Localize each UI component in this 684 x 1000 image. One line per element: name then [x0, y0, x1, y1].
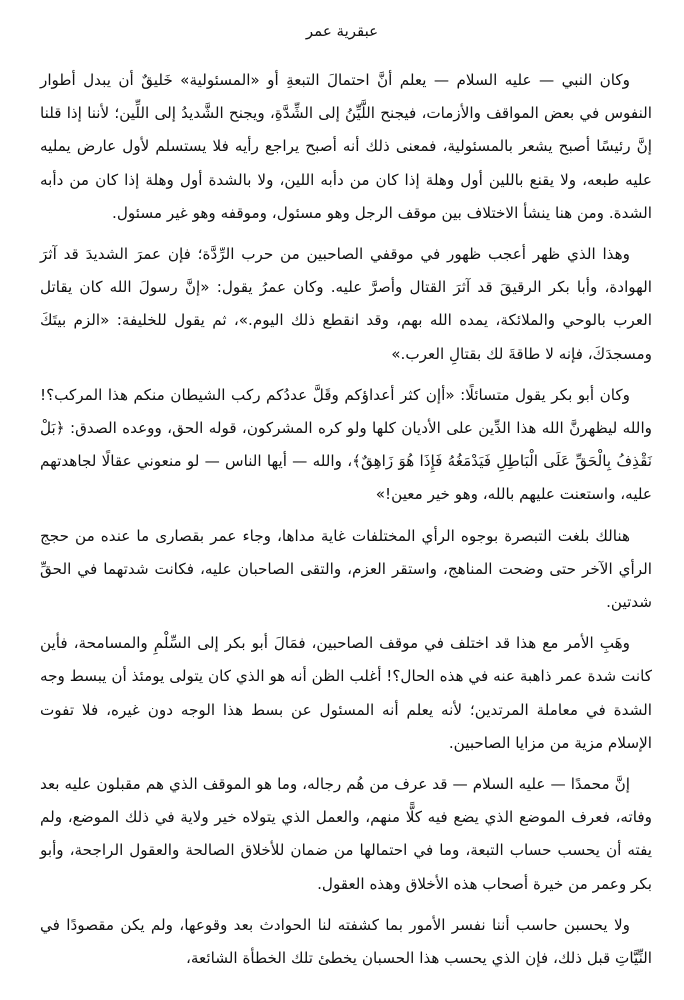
paragraph-7: ولا يحسبن حاسب أننا نفسر الأمور بما كشفته لنا الحوادث بعد وقوعها، ولم يكن مقصودًا في النِّيَّاتِ قبل ذلك، فإن الذي يحسب هذا الحسبان يخطئ تلك الخطأة الشائعة،: [40, 915, 652, 968]
paragraph-3: وكان أبو بكر يقول متسائلًا: «أإن كثر أعداؤكم وقَلَّ عددُكم ركب الشيطان منكم هذا المركب؟! والله ليظهرنَّ الله هذا الدِّين على الأديان كلها ولو كره المشركون، قوله الحق، ووعده الصدق: ﴿بَلْ نَقْذِفُ بِالْحَقِّ عَلَى الْبَاطِلِ فَيَدْمَغُهُ فَإِذَا هُوَ زَاهِقٌ﴾، والله — أيها الناس — لو منعوني عقالًا لجاهدتهم عليه، واستعنت عليهم بالله، وهو خير معين!»: [40, 385, 652, 504]
paragraph-1: وكان النبي — عليه السلام — يعلم أنَّ احتمالَ التبعةِ أو «المسئولية» خَليقٌ أن يبدل أطوار النفوس في بعض المواقف والأزمات، فيجنح اللَّيِّنُ إلى الشِّدَّةِ، ويجنح الشَّديدُ إلى اللِّين؛ لأننا إذا قلنا إنَّ رئيسًا أصبح يشعر بالمسئولية، فمعنى ذلك أنه أصبح يراجع رأيه فلا يستسلم لأول عارض يمليه عليه طبعه، ولا يقنع باللين أول وهلة إذا كان من دأبه اللين، ولا بالشدة أول وهلة إذا كان من دأبه الشدة. ومن هنا ينشأ الاختلاف بين موقف الرجل وهو مسئول، وموقفه وهو غير مسئول.: [40, 71, 652, 222]
paragraph-5: وهَبِ الأمر مع هذا قد اختلف في موقف الصاحبين، فمَالَ أبو بكر إلى السِّلْمِ والمسامحة، فأين كانت شدة عمر ذاهبة عنه في هذه الحال؟! أغلب الظن أنه هو الذي كان يتولى يومئذ أن يبسط وجه الشدة في معاملة المرتدين؛ لأنه يعلم أنه المسئول عن بسط هذا الوجه دون غيره، فلا تفوت الإسلام مزية من مزايا الصاحبين.: [40, 634, 652, 752]
page-body: [40, 64, 652, 1000]
running-header: عبقرية عمر: [305, 22, 379, 40]
paragraph-4: هنالك بلغت التبصرة بوجوه الرأي المختلفات غاية مداها، وجاء عمر بقصارى ما عنده من حجج الرأي الآخر حتى وضحت المناهج، واستقر العزم، والتقى الصاحبان عليه، فكانت شدتهما في الحقِّ شدتين.: [40, 526, 652, 612]
paragraph-2: وهذا الذي ظهر أعجب ظهور في موقفي الصاحبين من حرب الرِّدَّة؛ فإن عمرَ الشديدَ قد آثرَ الهوادة، وأبا بكر الرقيقَ قد آثرَ القتال وأصرَّ عليه. وكان عمرُ يقول: «إنَّ رسولَ الله كان يقاتل العرب بالوحي والملائكة، يمده الله بهم، وقد انقطع ذلك اليوم.»، ثم يقول للخليفة: «الزم بيتَكَ ومسجدَكَ، فإنه لا طاقةَ لك بقتالِ العرب.»: [40, 245, 652, 363]
paragraph-6: إنَّ محمدًا — عليه السلام — قد عرف من هُم رجاله، وما هو الموقف الذي هم مقبلون عليه بعد وفاته، فعرف الموضع الذي يضع فيه كلًّا منهم، والعمل الذي يتولاه خير ولاية في ذلك الموضع، ولم يفته أن يحسب حساب التبعة، وما في احتمالها من ضمان للأخلاق الصالحة والعقول الراجحة، وأبو بكر وعمر من خيرة أصحاب هذه الأخلاق وهذه العقول.: [40, 775, 652, 893]
